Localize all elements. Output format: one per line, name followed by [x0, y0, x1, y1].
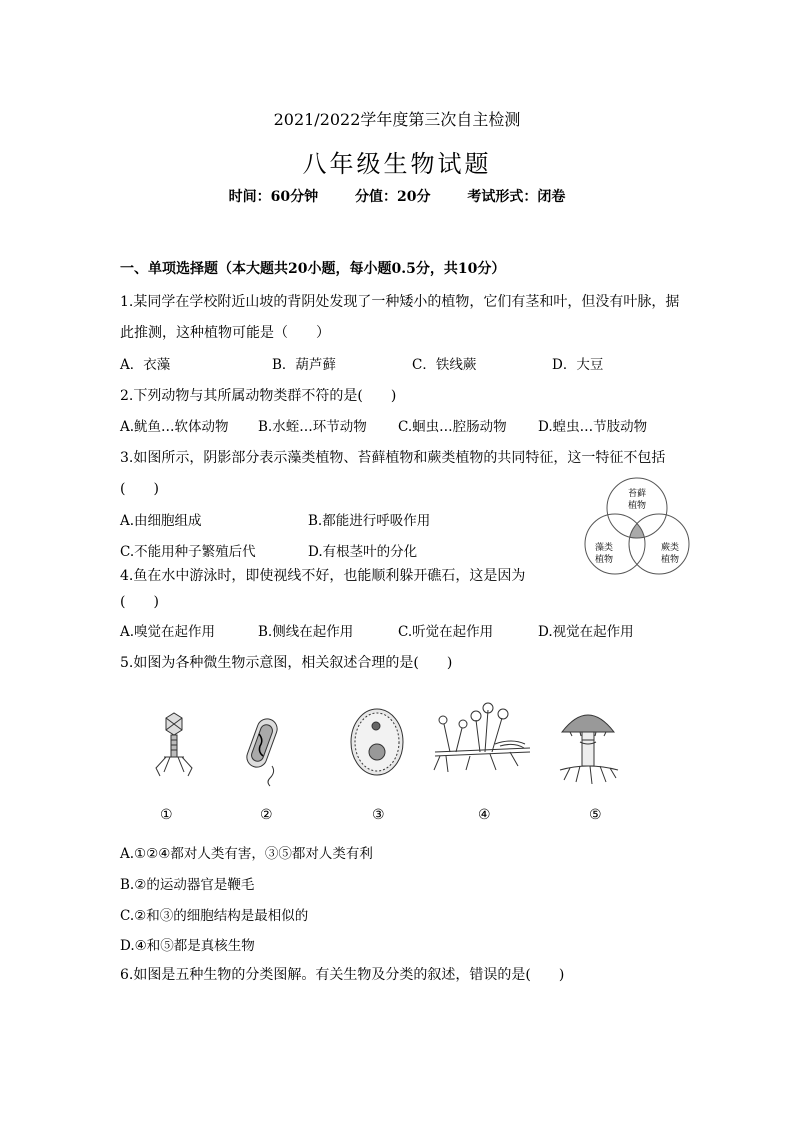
q3-stem-line1: 3.如图所示，阴影部分表示藻类植物、苔藓植物和蕨类植物的共同特征，这一特征不包括 [120, 450, 666, 466]
q2-stem: 2.下列动物与其所属动物类群不符的是( ) [120, 388, 397, 404]
q2-option-a: A.鱿鱼…软体动物 [120, 419, 229, 435]
venn-left-label-2: 植物 [594, 555, 614, 565]
q4-option-c: C.听觉在起作用 [398, 624, 494, 640]
exam-score: 分值：20分 [355, 189, 431, 205]
q6-stem: 6.如图是五种生物的分类图解。有关生物及分类的叙述，错误的是( ) [120, 967, 565, 983]
venn-diagram [578, 476, 696, 578]
yeast-image [351, 709, 403, 775]
exam-header-line: 2021/2022学年度第三次自主检测 [273, 110, 521, 129]
q5-option-d: D.④和⑤都是真核生物 [120, 938, 255, 954]
q1-option-c: C．铁线蕨 [412, 357, 477, 373]
q2-option-c: C.蛔虫…腔肠动物 [398, 419, 507, 435]
venn-top-label-1: 苔藓 [627, 489, 647, 499]
q3-option-d: D.有根茎叶的分化 [308, 544, 418, 560]
exam-title: 八年级生物试题 [302, 150, 492, 178]
q4-stem-line2: ( ) [120, 594, 159, 610]
q3-option-c: C.不能用种子繁殖后代 [120, 544, 256, 560]
q4-option-a: A.嗅觉在起作用 [120, 624, 216, 640]
q5-option-a: A.①②④都对人类有害，③⑤都对人类有利 [120, 846, 373, 862]
figure-label-1: ① [160, 807, 173, 823]
venn-circle-right [629, 514, 689, 574]
q3-option-b: B.都能进行呼吸作用 [308, 513, 431, 529]
q5-option-c: C.②和③的细胞结构是最相似的 [120, 908, 309, 924]
bacteriophage-image [156, 713, 192, 776]
q1-option-d: D．大豆 [552, 357, 604, 373]
figure-label-3: ③ [372, 807, 385, 823]
microorganism-figure [140, 700, 630, 790]
q4-stem-line1: 4.鱼在水中游泳时，即使视线不好，也能顺利躲开礁石，这是因为 [120, 568, 526, 584]
venn-right-label-1: 蕨类 [660, 543, 680, 553]
exam-time: 时间：60分钟 [228, 189, 319, 205]
q1-stem-line2: 此推测，这种植物可能是（ ） [120, 325, 330, 341]
q1-stem-line1: 1.某同学在学校附近山坡的背阴处发现了一种矮小的植物，它们有茎和叶，但没有叶脉，据 [120, 294, 680, 310]
q2-option-b: B.水蛭…环节动物 [258, 419, 367, 435]
bacterium-image [244, 716, 280, 786]
q2-option-d: D.蝗虫…节肢动物 [538, 419, 648, 435]
venn-top-label-2: 植物 [627, 501, 647, 511]
q3-option-a: A.由细胞组成 [120, 513, 202, 529]
q5-stem: 5.如图为各种微生物示意图，相关叙述合理的是( ) [120, 655, 453, 671]
figure-label-5: ⑤ [589, 807, 602, 823]
q5-option-b: B.②的运动器官是鞭毛 [120, 877, 255, 893]
q3-stem-line2: ( ) [120, 481, 159, 497]
mold-image [434, 703, 530, 772]
venn-right-label-2: 植物 [660, 555, 680, 565]
q1-option-b: B．葫芦藓 [272, 357, 336, 373]
exam-meta [0, 186, 794, 206]
q4-option-b: B.侧线在起作用 [258, 624, 354, 640]
figure-label-4: ④ [478, 807, 491, 823]
section-title: 一、单项选择题（本大题共20小题，每小题0.5分，共10分） [120, 261, 506, 277]
mushroom-image [560, 715, 618, 784]
q4-option-d: D.视觉在起作用 [538, 624, 634, 640]
exam-form: 考试形式：闭卷 [467, 189, 566, 205]
venn-left-label-1: 藻类 [594, 543, 614, 553]
figure-label-2: ② [260, 807, 273, 823]
q1-option-a: A．衣藻 [120, 357, 171, 373]
